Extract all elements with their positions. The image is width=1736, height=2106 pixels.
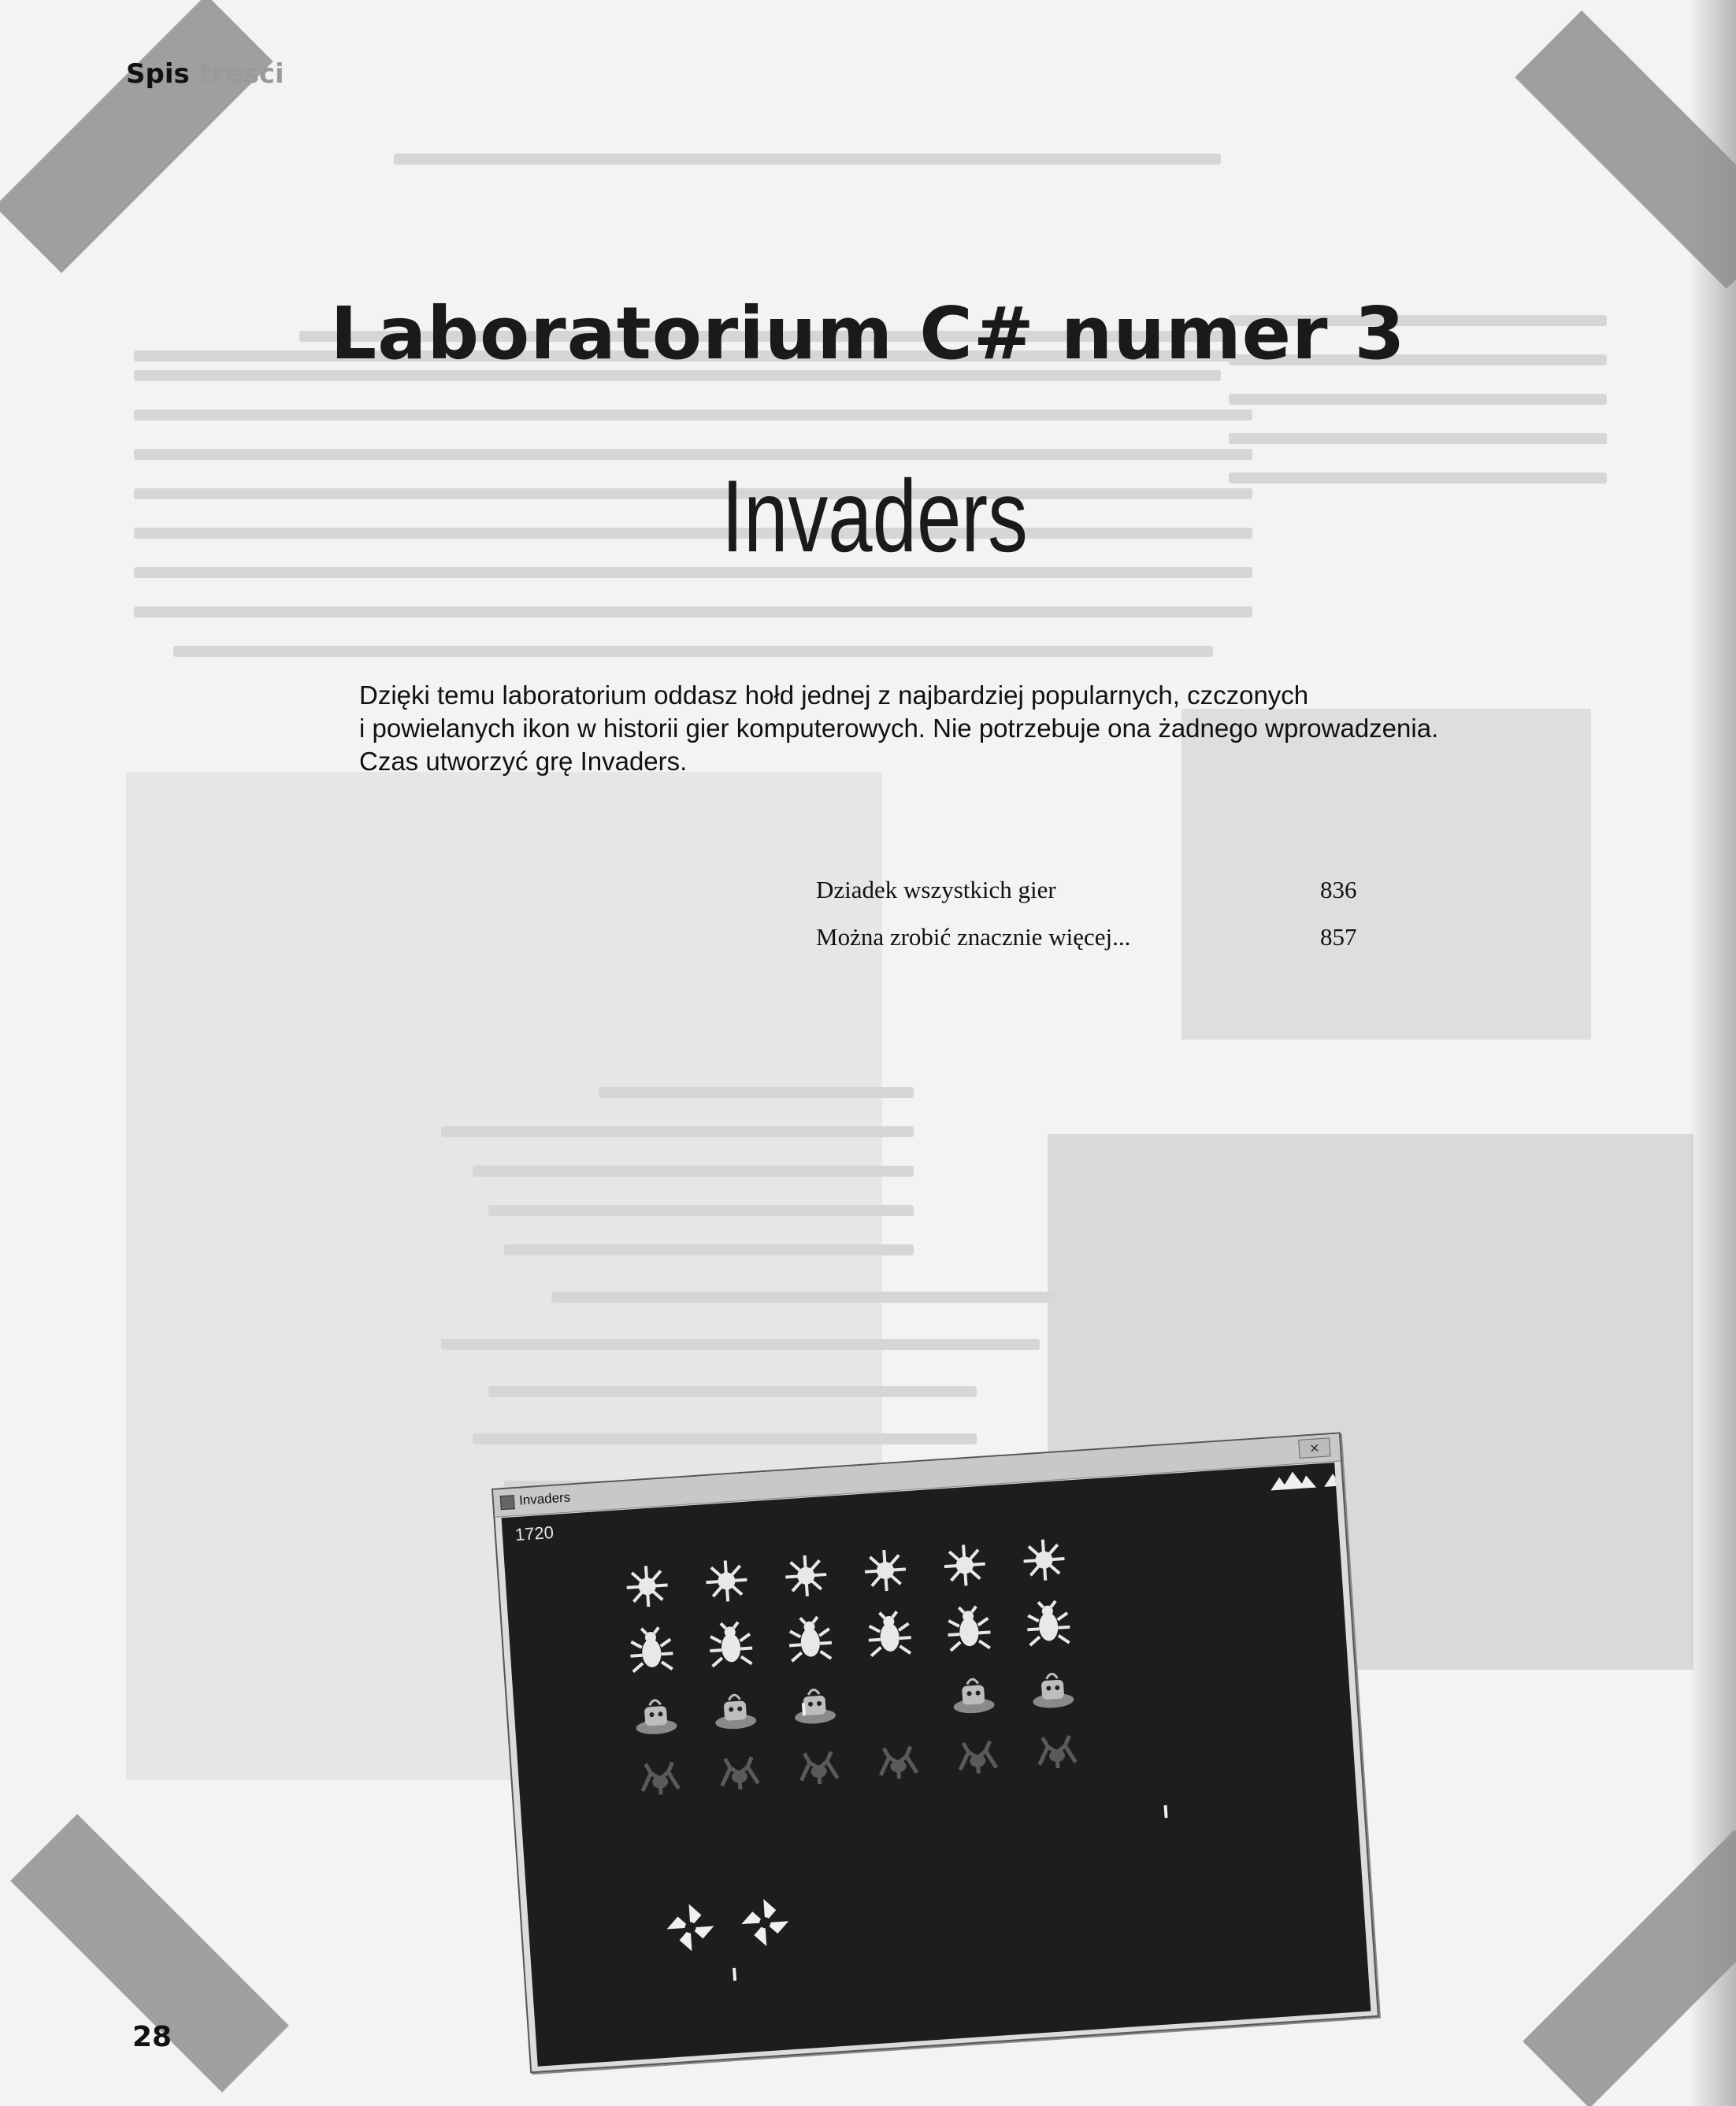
ghost-invader-icon: [1031, 1727, 1083, 1779]
toc-entry-title: Dziadek wszystkich gier: [816, 876, 1056, 903]
ghost-invader-icon: [793, 1743, 845, 1795]
close-button[interactable]: ×: [1298, 1437, 1331, 1459]
saucer-invader-icon: [948, 1668, 1000, 1720]
toc-entry-title: Można zrobić znacznie więcej...: [816, 923, 1131, 951]
player-ship-icon: [661, 1898, 719, 1956]
bleed-through-line: [1229, 394, 1607, 405]
life-ship-icon: [1268, 1469, 1319, 1496]
intro-line: i powielanych ikon w historii gier komputerowych. Nie potrzebuje ona żadnego wprowadzenia.: [359, 714, 1439, 743]
bleed-through-line: [504, 1244, 914, 1255]
bleed-through-line: [173, 646, 1213, 657]
chapter-title: Laboratorium C# numer 3: [330, 291, 1406, 376]
ghost-invader-icon: [872, 1738, 924, 1790]
intro-line: Czas utworzyć grę Invaders.: [359, 747, 688, 776]
saucer-invader-icon: [709, 1684, 761, 1736]
running-header: [126, 58, 284, 90]
saucer-invader-icon: [788, 1678, 840, 1730]
laser-shot: [733, 1968, 736, 1981]
app-icon: [500, 1495, 515, 1510]
toc-entry-page: 857: [1320, 923, 1357, 951]
star-invader-icon: [780, 1550, 832, 1602]
bug-invader-icon: [785, 1615, 836, 1667]
bleed-through-line: [134, 410, 1252, 421]
bleed-through-line: [441, 1126, 914, 1137]
intro-line: Dzięki temu laboratorium oddasz hołd jednej z najbardziej popularnych, czczonych: [359, 680, 1309, 710]
ghost-invader-icon: [951, 1733, 1003, 1785]
intro-paragraph: [359, 679, 1478, 778]
toc-entry[interactable]: [816, 876, 1367, 923]
bug-invader-icon: [625, 1625, 677, 1677]
header-section-muted: treści: [198, 58, 284, 90]
bleed-through-line: [473, 1433, 977, 1444]
bleed-through-line: [134, 606, 1252, 617]
bug-invader-icon: [863, 1609, 915, 1661]
toc-entry[interactable]: [816, 923, 1367, 970]
star-invader-icon: [939, 1539, 991, 1591]
bleed-through-line: [1229, 433, 1607, 444]
toc-entry-page: 836: [1320, 876, 1357, 903]
bleed-through-line: [473, 1166, 914, 1177]
bug-invader-icon: [1022, 1599, 1074, 1651]
star-invader-icon: [700, 1555, 752, 1607]
toc-list: [816, 876, 1367, 970]
saucer-invader-icon: [1026, 1663, 1078, 1715]
chapter-subtitle: Invaders: [721, 458, 1028, 573]
game-playfield: [501, 1463, 1371, 2067]
ghost-invader-icon: [714, 1748, 766, 1800]
bleed-through-line: [551, 1292, 1055, 1303]
bleed-through-line: [599, 1087, 914, 1098]
score-display: 1720: [514, 1522, 555, 1545]
laser-shot: [1164, 1805, 1168, 1818]
ghost-invader-icon: [634, 1754, 686, 1806]
player-ship-icon: [736, 1893, 794, 1952]
bug-invader-icon: [705, 1619, 757, 1671]
bleed-through-line: [394, 154, 1221, 165]
bleed-through-line: [488, 1386, 977, 1397]
star-invader-icon: [1018, 1534, 1070, 1586]
window-title: Invaders: [518, 1489, 571, 1508]
page-number: 28: [132, 2021, 172, 2053]
saucer-invader-icon: [630, 1689, 682, 1741]
star-invader-icon: [859, 1544, 911, 1596]
star-invader-icon: [621, 1560, 673, 1612]
game-window-screenshot: [491, 1432, 1379, 2073]
bug-invader-icon: [943, 1604, 995, 1656]
bleed-through-line: [488, 1205, 914, 1216]
tape-top-left: [0, 0, 273, 273]
header-section-label: Spis: [126, 58, 190, 90]
bleed-through-line: [441, 1339, 1040, 1350]
